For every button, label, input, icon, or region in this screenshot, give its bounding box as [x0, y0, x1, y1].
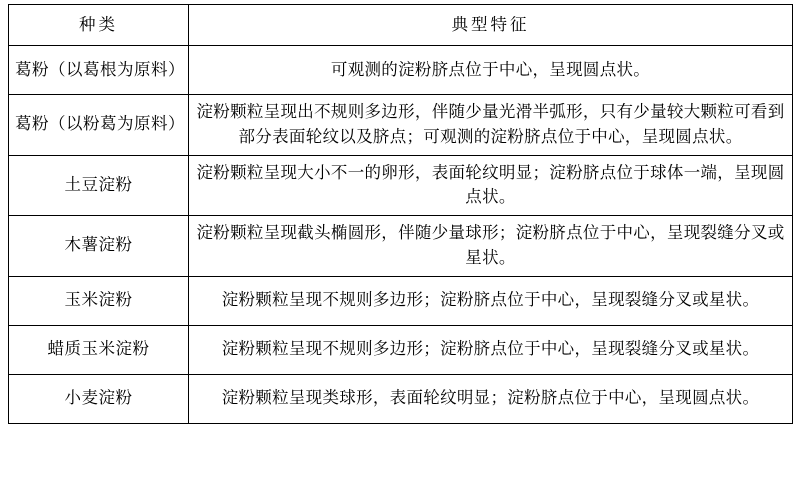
cell-kind: 土豆淀粉: [9, 155, 189, 216]
cell-feature: 淀粉颗粒呈现截头椭圆形，伴随少量球形；淀粉脐点位于中心，呈现裂缝分叉或星状。: [189, 216, 793, 277]
cell-kind: 葛粉（以粉葛为原料）: [9, 95, 189, 156]
column-header-kind: 种类: [9, 5, 189, 46]
cell-feature: 淀粉颗粒呈现大小不一的卵形，表面轮纹明显；淀粉脐点位于球体一端，呈现圆点状。: [189, 155, 793, 216]
cell-feature: 淀粉颗粒呈现不规则多边形；淀粉脐点位于中心，呈现裂缝分叉或星状。: [189, 276, 793, 325]
cell-kind: 玉米淀粉: [9, 276, 189, 325]
cell-feature: 淀粉颗粒呈现出不规则多边形，伴随少量光滑半弧形，只有少量较大颗粒可看到部分表面轮纹以及脐点；可观测的淀粉脐点位于中心，呈现圆点状。: [189, 95, 793, 156]
cell-feature: 淀粉颗粒呈现不规则多边形；淀粉脐点位于中心，呈现裂缝分叉或星状。: [189, 325, 793, 374]
cell-feature: 可观测的淀粉脐点位于中心，呈现圆点状。: [189, 46, 793, 95]
table-row: [9, 155, 793, 216]
cell-feature: 淀粉颗粒呈现类球形，表面轮纹明显；淀粉脐点位于中心，呈现圆点状。: [189, 374, 793, 423]
table-row: [9, 95, 793, 156]
table-row: [9, 46, 793, 95]
cell-kind: 木薯淀粉: [9, 216, 189, 277]
table-row: [9, 325, 793, 374]
table-row: [9, 216, 793, 277]
cell-kind: 小麦淀粉: [9, 374, 189, 423]
table-row: [9, 374, 793, 423]
table-row: [9, 276, 793, 325]
cell-kind: 蜡质玉米淀粉: [9, 325, 189, 374]
starch-types-table: [8, 4, 793, 424]
column-header-feature: 典型特征: [189, 5, 793, 46]
cell-kind: 葛粉（以葛根为原料）: [9, 46, 189, 95]
table-header-row: [9, 5, 793, 46]
